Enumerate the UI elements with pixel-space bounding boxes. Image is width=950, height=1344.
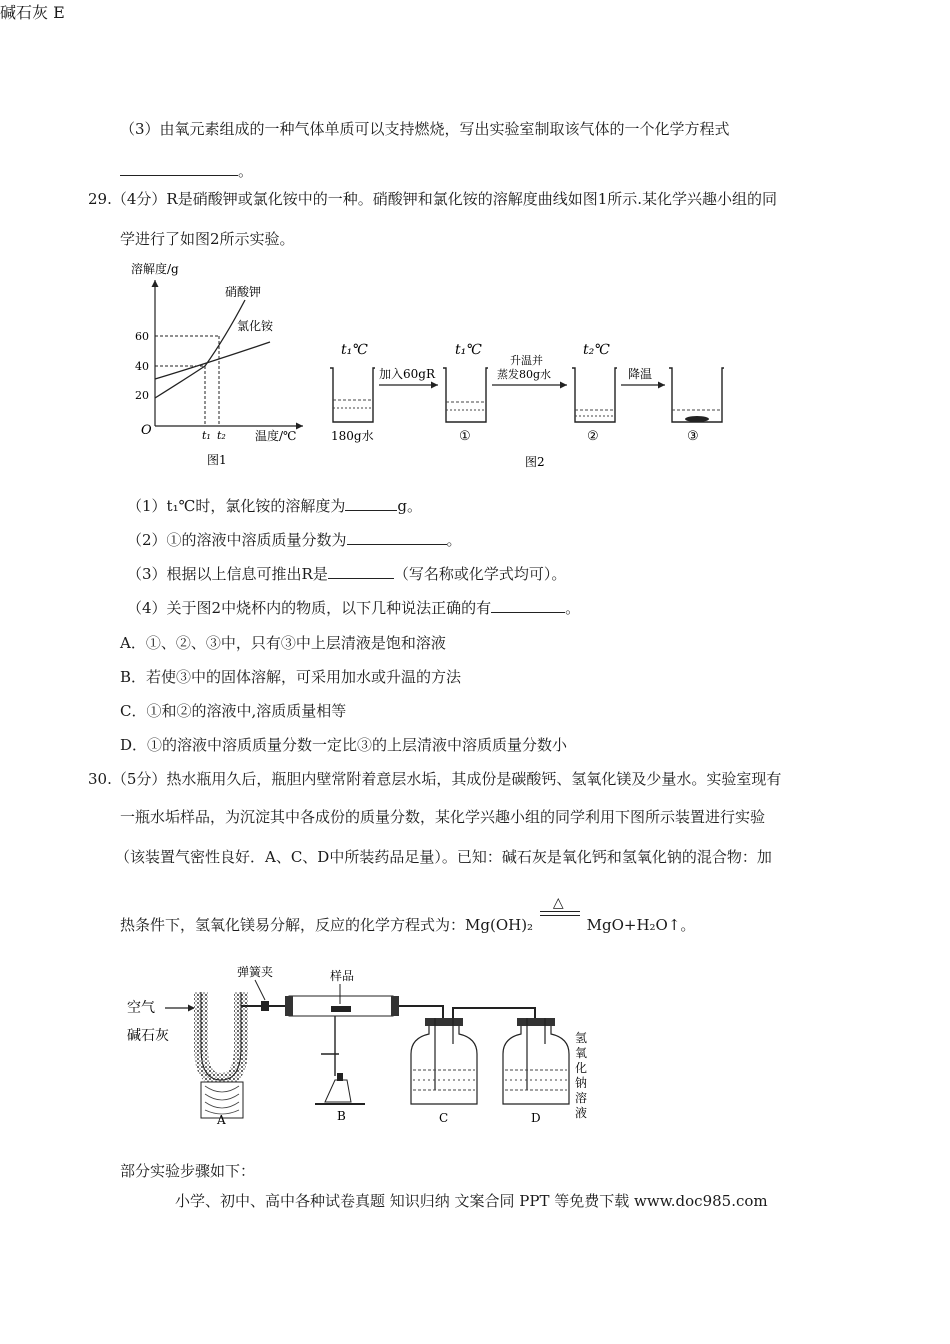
u-tube-a xyxy=(201,992,241,1080)
q30-stem-line4 xyxy=(120,895,696,936)
label-b: B xyxy=(337,1109,346,1123)
q29-part4-end: 。 xyxy=(565,599,581,617)
beaker-water xyxy=(330,368,375,422)
wash-bottle-c xyxy=(411,1018,477,1104)
beaker0-label: 180g水 xyxy=(331,429,374,443)
beaker-1 xyxy=(443,368,488,422)
label-a: A xyxy=(217,1113,226,1127)
x-tick-t1: t₁ xyxy=(202,429,211,442)
q29-part1-text: （1）t₁℃时，氯化铵的溶解度为 xyxy=(127,497,346,515)
soda-lime-e-label: 碱石灰 xyxy=(0,3,49,22)
y-tick-20: 20 xyxy=(135,389,149,402)
q29-part4 xyxy=(127,597,580,619)
beaker1-label: ① xyxy=(459,429,471,444)
q30-stem-line1: 30.（5分）热水瓶用久后，瓶胆内壁常附着意层水垢，其成份是碳酸钙、氢氧化镁及少量水。实验室现有 xyxy=(88,770,782,788)
x-axis-label: 温度/℃ xyxy=(255,429,297,443)
q29-part2 xyxy=(127,529,462,551)
soda-lime-a-label: 碱石灰 xyxy=(127,1028,169,1044)
spring-clamp xyxy=(261,1001,269,1011)
option-d: D．①的溶液中溶质质量分数一定比③的上层清液中溶质质量分数小 xyxy=(120,736,568,754)
q29-part4-text: （4）关于图2中烧杯内的物质，以下几种说法正确的有 xyxy=(127,599,492,617)
x-tick-t2: t₂ xyxy=(217,429,226,442)
answer-blank xyxy=(345,495,397,511)
y-tick-40: 40 xyxy=(135,360,149,373)
option-c: C．①和②的溶液中,溶质质量相等 xyxy=(120,702,347,720)
page-footer: 小学、初中、高中各种试卷真题 知识归纳 文案合同 PPT 等免费下载 www.doc985.com xyxy=(175,1192,768,1210)
label-d: D xyxy=(531,1111,541,1125)
beaker-2 xyxy=(572,368,617,422)
temp-label-1: t₁℃ xyxy=(341,342,368,358)
q29-part3-text: （3）根据以上信息可推出R是 xyxy=(127,565,328,583)
label-e: E xyxy=(53,3,65,22)
q29-part3 xyxy=(127,563,566,585)
figure2-beaker-experiment xyxy=(325,330,745,475)
q28-end: 。 xyxy=(238,162,254,180)
reaction-condition xyxy=(538,895,582,934)
q29-part3-end: （写名称或化学式均可）。 xyxy=(393,565,567,583)
beaker2-label: ② xyxy=(587,429,599,444)
beaker-3 xyxy=(669,368,724,422)
sample-label: 样品 xyxy=(330,969,355,983)
answer-blank xyxy=(328,563,394,579)
q29-part2-text: （2）①的溶液中溶质质量分数为 xyxy=(127,531,347,549)
q30-equation-right: MgO+H₂O↑。 xyxy=(586,916,696,934)
q29-stem-line2: 学进行了如图2所示实验。 xyxy=(120,230,295,248)
q28-part3-text: （3）由氧元素组成的一种气体单质可以支持燃烧，写出实验室制取该气体的一个化学方程式 xyxy=(120,120,730,138)
crystal-precipitate xyxy=(685,416,709,422)
arrow3-label: 降温 xyxy=(628,367,653,381)
temp-label-2: t₁℃ xyxy=(455,342,482,358)
arrow1-label: 加入60gR xyxy=(379,367,435,381)
q29-part1 xyxy=(127,495,422,517)
kno3-curve xyxy=(155,300,245,398)
figure1-solubility-chart xyxy=(115,258,315,473)
answer-blank xyxy=(491,597,565,613)
naoh-label: 氢氧化钠溶液 xyxy=(575,1031,588,1120)
q28-part3-answer-line xyxy=(120,160,253,182)
q30-stem-line3: （该装置气密性良好．A、C、D中所装药品足量）。已知：碱石灰是氧化钙和氢氧化钠的混合物：加 xyxy=(115,848,772,866)
arrow2-label-a: 升温并 xyxy=(510,354,543,367)
option-a: A．①、②、③中，只有③中上层清液是饱和溶液 xyxy=(120,634,446,652)
option-b: B．若使③中的固体溶解，可采用加水或升温的方法 xyxy=(120,668,462,686)
q29-part2-end: 。 xyxy=(446,531,462,549)
q30-equation-left: 热条件下，氢氧化镁易分解，反应的化学方程式为：Mg(OH)₂ xyxy=(120,916,534,934)
air-label: 空气 xyxy=(127,1000,155,1016)
wash-bottle-d xyxy=(503,1018,569,1104)
y-tick-60: 60 xyxy=(135,330,149,343)
answer-blank xyxy=(120,160,238,176)
origin-label: O xyxy=(141,423,152,438)
sample-boat xyxy=(331,1006,351,1012)
heat-symbol: △ xyxy=(552,895,564,911)
alcohol-lamp xyxy=(325,1080,351,1102)
nh4cl-label: 氯化铵 xyxy=(237,319,274,333)
clamp-label: 弹簧夹 xyxy=(237,965,274,979)
experiment-apparatus-figure xyxy=(125,958,665,1128)
arrow2-label-b: 蒸发80g水 xyxy=(497,368,552,381)
temp-label-3: t₂℃ xyxy=(583,342,610,358)
kno3-label: 硝酸钾 xyxy=(225,285,262,299)
beaker3-label: ③ xyxy=(687,429,699,444)
figure1-caption: 图1 xyxy=(207,453,227,467)
nh4cl-curve xyxy=(155,342,270,379)
q29-stem-line1: 29.（4分）R是硝酸钾或氯化铵中的一种。硝酸钾和氯化铵的溶解度曲线如图1所示.某化学兴趣小组的同 xyxy=(88,190,778,208)
figure2-caption: 图2 xyxy=(525,455,545,469)
y-axis-label: 溶解度/g xyxy=(131,262,179,276)
q30-stem-line2: 一瓶水垢样品，为沉淀其中各成份的质量分数，某化学兴趣小组的同学利用下图所示装置进行实验 xyxy=(120,808,766,826)
q29-part1-end: g。 xyxy=(397,497,422,515)
label-c: C xyxy=(439,1111,449,1125)
answer-blank xyxy=(347,529,447,545)
q30-steps-intro: 部分实验步骤如下： xyxy=(120,1162,256,1180)
